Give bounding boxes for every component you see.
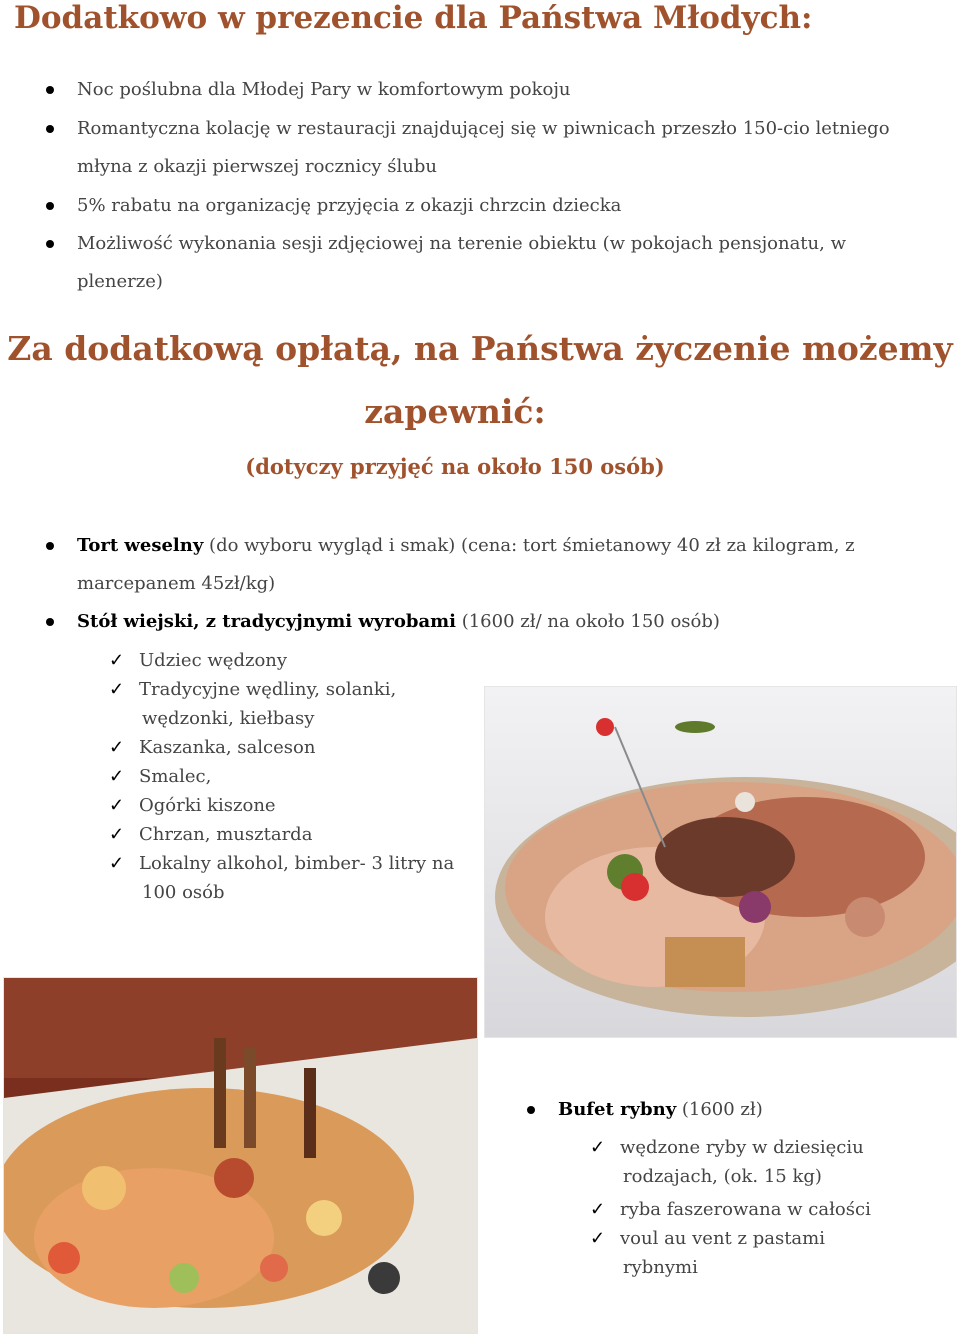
list-item: ✓ wędzone ryby w dziesięciu rodzajach, (ok. 15 kg) (620, 1133, 864, 1191)
checkmark-icon: ✓ (109, 679, 125, 700)
extra-heading-cont: zapewnić: (364, 392, 546, 431)
cold-meats-photo (484, 686, 957, 1038)
checkmark-icon: ✓ (109, 766, 125, 787)
cake-item: Tort weselny (do wyboru wygląd i smak) (cena: tort śmietanowy 40 zł za kilogram, z marcepanem 45zł/kg) (77, 527, 907, 603)
list-item: ✓ Chrzan, musztarda (139, 820, 312, 849)
checkmark-icon: ✓ (590, 1137, 606, 1158)
list-item: ✓ Smalec, (139, 762, 211, 791)
list-item: Romantyczna kolację w restauracji znajdującej się w piwnicach przeszło 150-cio letniego młyna z okazji pierwszej rocznicy ślubu (77, 110, 907, 186)
extra-heading: Za dodatkową opłatą, na Państwa życzenie możemy (7, 329, 953, 368)
page-title: Dodatkowo w prezencie dla Państwa Młodych: (14, 0, 813, 36)
checkmark-icon: ✓ (109, 737, 125, 758)
list-item: ✓ Ogórki kiszone (139, 791, 276, 820)
checkmark-icon: ✓ (109, 853, 125, 874)
list-item: ✓ Tradycyjne wędliny, solanki, wędzonki, kiełbasy (139, 675, 396, 733)
checkmark-icon: ✓ (109, 824, 125, 845)
list-item: Noc poślubna dla Młodej Pary w komfortowym pokoju (77, 71, 907, 109)
checkmark-icon: ✓ (590, 1199, 606, 1220)
list-item: ✓ Udziec wędzony (139, 646, 287, 675)
extra-subheading: (dotyczy przyjęć na około 150 osób) (245, 454, 665, 479)
list-item: Możliwość wykonania sesji zdjęciowej na terenie obiektu (w pokojach pensjonatu, w plenerze) (77, 225, 907, 301)
list-item: ✓ Kaszanka, salceson (139, 733, 315, 762)
checkmark-icon: ✓ (109, 795, 125, 816)
list-item: ✓ Lokalny alkohol, bimber- 3 litry na 100 osób (139, 849, 454, 907)
list-item: ✓ ryba faszerowana w całości (620, 1195, 871, 1224)
checkmark-icon: ✓ (109, 650, 125, 671)
list-item: ✓ voul au vent z pastami rybnymi (620, 1224, 825, 1282)
fish-buffet-item: Bufet rybny (1600 zł) (558, 1091, 918, 1129)
fish-buffet-image (4, 978, 477, 1333)
country-table-item: Stół wiejski, z tradycyjnymi wyrobami (1600 zł/ na około 150 osób) (77, 603, 907, 641)
fish-buffet-photo (3, 977, 478, 1334)
checkmark-icon: ✓ (590, 1228, 606, 1249)
cold-meats-image (485, 687, 956, 1037)
list-item: 5% rabatu na organizację przyjęcia z okazji chrzcin dziecka (77, 187, 907, 225)
